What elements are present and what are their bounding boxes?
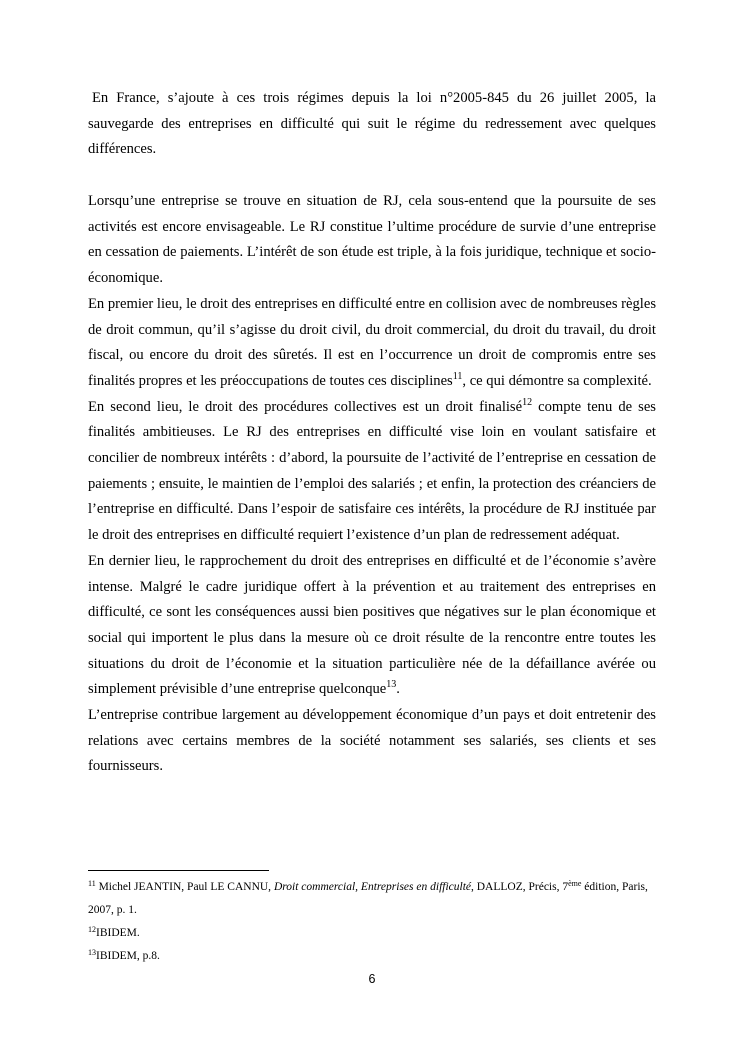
paragraph-5-text-end: . <box>396 681 400 698</box>
footnote-text: IBIDEM. <box>96 927 140 939</box>
footnote-ref-11[interactable]: 11 <box>452 370 463 382</box>
footnote-authors: Michel JEANTIN, Paul LE CANNU, <box>95 881 274 893</box>
paragraph-1: En France, s’ajoute à ces trois régimes depuis la loi n°2005-845 du 26 juillet 2005, la sauvegarde des entreprises en difficulté qui suit le régime du redressement avec quelques différences. <box>88 90 656 158</box>
footnote-number: 12 <box>88 925 96 934</box>
footnote-book-title: Droit commercial, Entreprises en difficulté <box>273 881 471 893</box>
footnote-11 <box>88 876 656 922</box>
paragraph-4-text-end: compte tenu de ses finalités ambitieuses. Le RJ des entreprises en difficulté vise loin en voulant satisfaire et concilier de nombreux intérêts : d’abord, la poursuite de l’activité de l’entreprise en cessation de paiements ; ensuite, le maintien de l’emploi des salariés ; et enfin, la protection des créanciers de l’entreprise en difficulté. Dans l’espoir de satisfaire ces intérêts, la procédure de RJ instituée par le droit des entreprises en difficulté requiert l’existence d’un plan de redressement adéquat. <box>88 398 656 544</box>
footnote-edition: édition, Paris, 2007, p. 1. <box>88 881 648 916</box>
footnote-number: 11 <box>88 879 96 888</box>
footnote-edition-suffix: ème <box>568 879 582 888</box>
footnote-12 <box>88 922 656 945</box>
paragraph-5-text: En dernier lieu, le rapprochement du droit des entreprises en difficulté et de l’économie s’avère intense. Malgré le cadre juridique offert à la prévention et au traitement des entreprises en difficulté, ce sont les conséquences aussi bien positives que négatives sur le plan économique et social qui importent le plus dans la mesure où ce droit résulte de la rencontre entre toutes les situations du droit de l’économie et la situation particulière née de la défaillance avérée ou simplement prévisible d’une entreprise quelconque <box>88 552 656 698</box>
body-text-block-1 <box>88 86 656 163</box>
footnote-ref-12[interactable]: 12 <box>522 396 533 408</box>
footnote-number: 13 <box>88 948 96 957</box>
footnote-text: IBIDEM, p.8. <box>96 950 160 962</box>
page-number: 6 <box>368 972 376 986</box>
paragraph-6: L’entreprise contribue largement au développement économique d’un pays et doit entretenir des relations avec certains membres de la société notamment ses salariés, ses clients et ses fournisseurs. <box>88 707 656 775</box>
paragraph-4-text: En second lieu, le droit des procédures collectives est un droit finalisé <box>88 398 523 415</box>
footnote-ref-13[interactable]: 13 <box>386 679 397 691</box>
paragraph-4 <box>88 395 656 549</box>
body-text-block-2 <box>88 189 656 780</box>
paragraph-3 <box>88 292 656 395</box>
paragraph-5 <box>88 549 656 703</box>
paragraph-3-text: En premier lieu, le droit des entreprises en difficulté entre en collision avec de nombreuses règles de droit commun, qu’il s’agisse du droit civil, du droit commercial, du droit du travail, du droit fiscal, ou encore du droit des sûretés. Il est en l’occurrence un droit de compromis entre ses finalités propres et les préoccupations de toutes ces disciplines <box>88 295 656 389</box>
paragraph-2: Lorsqu’une entreprise se trouve en situation de RJ, cela sous-entend que la poursuite de ses activités est encore envisageable. Le RJ constitue l’ultime procédure de survie d’une entreprise en cessation de paiements. L’intérêt de son étude est triple, à la fois juridique, technique et socio-économique. <box>88 193 656 287</box>
paragraph-3-text-end: , ce qui démontre sa complexité. <box>462 372 652 389</box>
footnote-13 <box>88 945 656 968</box>
footnotes <box>88 876 656 968</box>
footnote-separator <box>88 870 269 871</box>
footnote-publisher: , DALLOZ, Précis, 7 <box>471 881 569 893</box>
